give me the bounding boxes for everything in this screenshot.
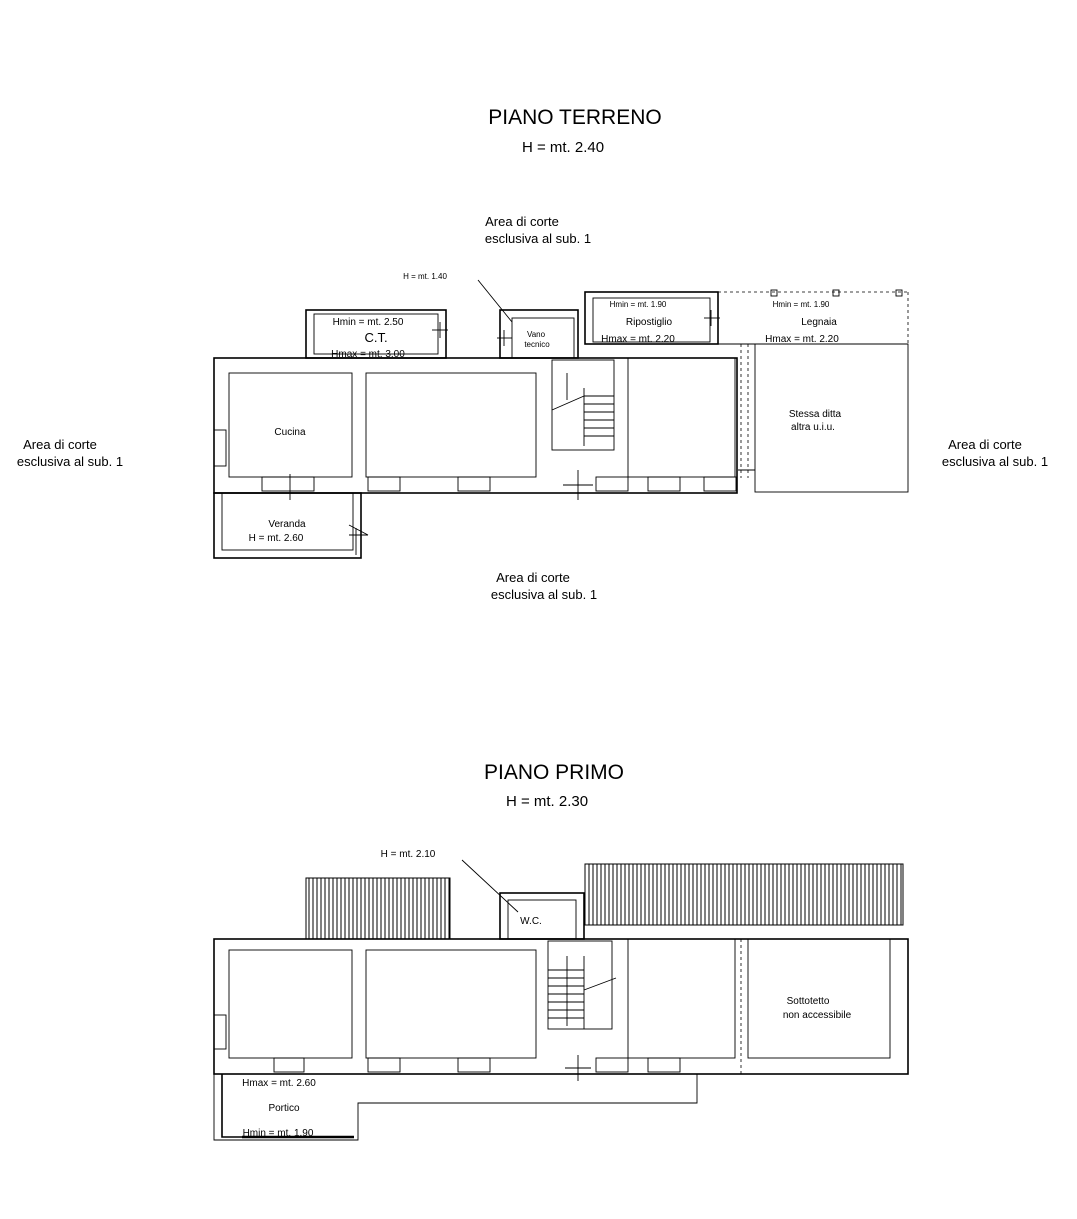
legnaia-label: Legnaia [801,317,837,328]
ct-hmax: Hmax = mt. 3.00 [331,349,405,360]
veranda-label: Veranda [268,519,306,530]
ground-court-right-line2: esclusiva al sub. 1 [941,454,1049,469]
ground-court-left-line1: Area di corte [23,437,97,452]
ct-hmin: Hmin = mt. 2.50 [332,317,404,328]
wc-height-label: H = mt. 2.10 [380,849,436,860]
ground-court-left-line2: esclusiva al sub. 1 [16,454,124,469]
first-floor-height: H = mt. 2.30 [505,793,589,810]
ripostiglio-hmin: Hmin = mt. 1.90 [609,300,667,309]
wc-label: W.C. [520,916,542,927]
ground-court-bottom-line2: esclusiva al sub. 1 [490,587,598,602]
legnaia-hmin: Hmin = mt. 1.90 [772,300,830,309]
ripostiglio-label: Ripostiglio [625,317,673,328]
ground-floor-plan [17,106,1048,602]
first-windows [274,1055,680,1081]
first-room-central [366,950,536,1058]
first-floor-plan [214,761,908,1140]
ground-floor-title: PIANO TERRENO [488,106,662,129]
roof-hatch-west [306,878,450,939]
ground-court-top-line2: esclusiva al sub. 1 [484,231,592,246]
roof-hatch-east [585,864,903,925]
room-east [628,358,735,477]
vano-height-label: H = mt. 1.40 [403,272,447,281]
room-cucina [229,373,352,477]
stessa-ditta-line2: altra u.i.u. [791,422,835,433]
ground-main-outline [214,358,737,493]
legnaia-hmax: Hmax = mt. 2.20 [765,334,839,345]
ct-label: C.T. [364,330,388,345]
ground-court-top-line1: Area di corte [485,214,559,229]
wc-height-leader [462,860,518,912]
veranda-height: H = mt. 2.60 [248,533,304,544]
ground-west-door [214,430,226,466]
ripostiglio-hmax: Hmax = mt. 2.20 [601,334,675,345]
stessa-ditta-line1: Stessa ditta [788,409,842,420]
ground-court-right-line1: Area di corte [948,437,1022,452]
ground-windows [262,470,736,500]
ground-floor-height: H = mt. 2.40 [521,139,605,156]
portico-hmax: Hmax = mt. 2.60 [242,1078,316,1089]
sottotetto-line1: Sottotetto [786,996,830,1007]
sottotetto-line2: non accessibile [782,1010,852,1021]
room-central [366,373,536,477]
first-floor-title: PIANO PRIMO [483,761,625,784]
first-staircase [548,941,616,1029]
cucina-label: Cucina [274,427,306,438]
first-room-west [229,950,352,1058]
first-room-east [628,939,735,1058]
ground-court-bottom-line1: Area di corte [496,570,570,585]
portico-hmin: Hmin = mt. 1.90 [242,1128,314,1139]
vano-label-line1: Vano [526,330,546,339]
portico-label: Portico [268,1103,300,1114]
vano-height-leader [478,280,512,322]
first-west-door [214,1015,226,1049]
ground-staircase [552,360,614,450]
vano-label-line2: tecnico [524,340,550,349]
